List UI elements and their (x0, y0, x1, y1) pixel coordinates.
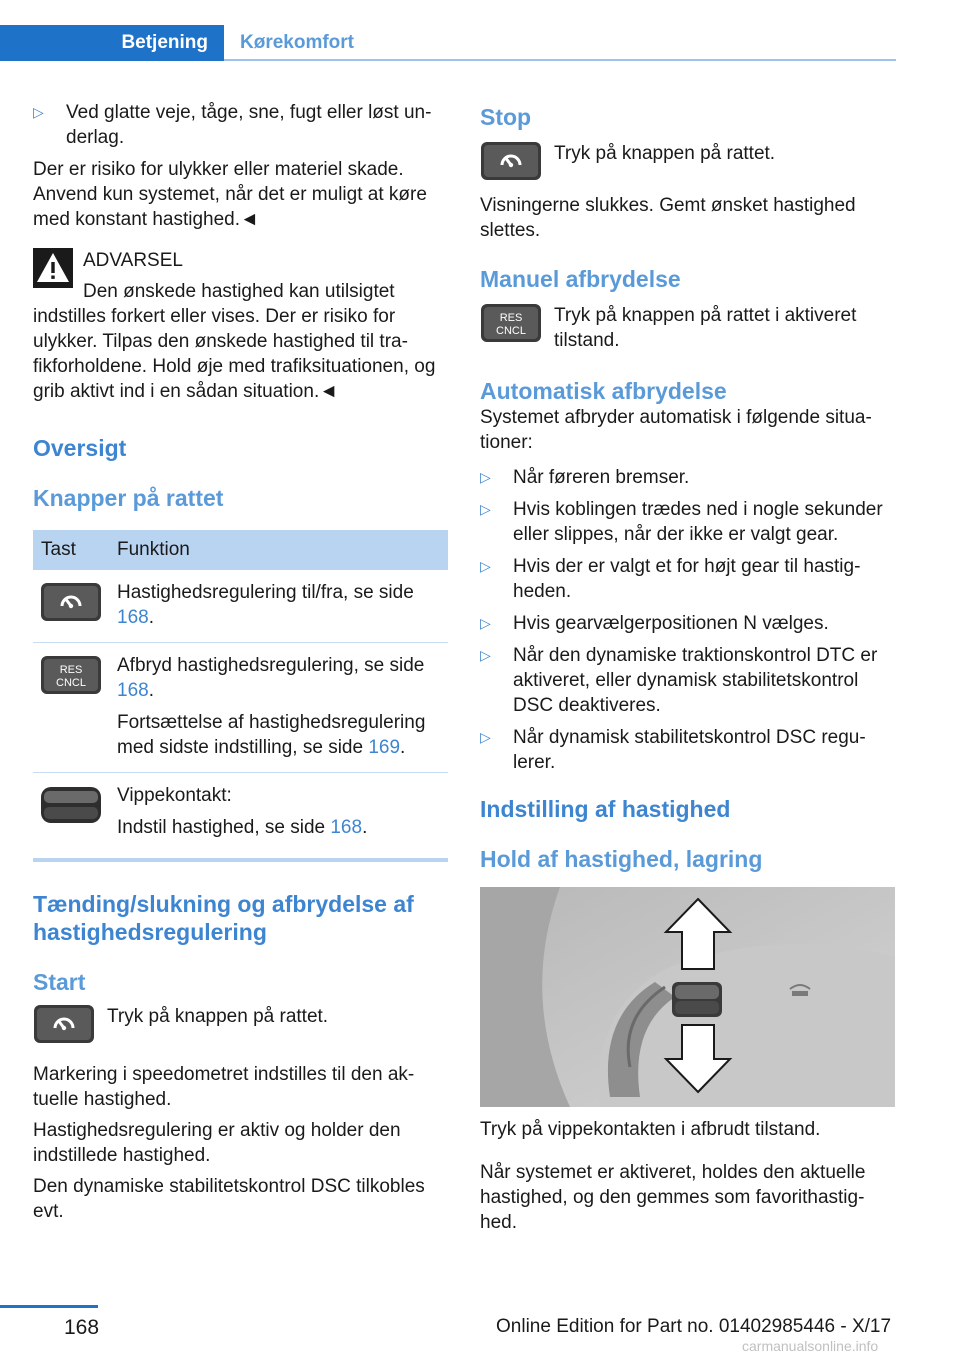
cncl-label: CNCL (496, 325, 526, 337)
paragraph: Markering i speedometret indstilles til den aktuelle hastighed. (33, 1064, 415, 1110)
triangle-bullet-icon: ▷ (480, 615, 491, 631)
warning-box (33, 248, 448, 404)
paragraph: Visningerne slukkes. Gemt ønsket hastighed slettes. (480, 195, 856, 241)
manuel-text: Tryk på knappen på rattet i aktiveret tilstand. (554, 305, 857, 351)
table-end-rule (33, 858, 448, 862)
res-label: RES (499, 312, 523, 324)
list-item-text: Hvis gearvælgerpositionen N vælges. (513, 613, 829, 634)
page-number: 168 (64, 1316, 100, 1339)
res-cncl-button-icon (480, 303, 542, 343)
start-text: Tryk på knappen på rattet. (107, 1006, 329, 1027)
res-label: RES (59, 664, 83, 676)
right-column (480, 100, 895, 1235)
list-item (480, 554, 895, 604)
row3-text: Indstil hastighed, se side (117, 817, 331, 838)
heading-stop: Stop (480, 104, 532, 130)
triangle-bullet-icon: ▷ (480, 558, 491, 574)
cruise-control-button-icon (480, 141, 542, 181)
row1-text: Hastighedsregulering til/fra, se side (117, 582, 414, 603)
left-column (33, 100, 448, 1224)
punct: . (148, 607, 154, 628)
list-item (480, 643, 895, 718)
heading-taending: Tænding/slukning og afbrydelse af hastighedsregulering (33, 891, 414, 945)
table-header-row (33, 530, 448, 570)
triangle-bullet-icon: ▷ (480, 729, 491, 745)
paragraph: Den dynamiske stabilitetskontrol DSC tilkobles evt. (33, 1176, 425, 1222)
stop-text: Tryk på knappen på rattet. (554, 143, 776, 164)
photo-caption: Tryk på vippekontakten i afbrudt tilstand. (480, 1119, 821, 1140)
start-instruction (33, 1004, 448, 1044)
watermark: carmanualsonline.info (742, 1338, 879, 1354)
manuel-instruction (480, 303, 895, 353)
heading-manuel: Manuel afbrydelse (480, 266, 681, 292)
page-link-168[interactable]: 168 (330, 817, 363, 838)
list-item (480, 497, 895, 547)
auto-list (480, 465, 895, 775)
cruise-control-button-icon (33, 1004, 95, 1044)
warning-text: indstilles forkert eller vises. Der er risiko for ulykker. Tilpas den ønskede hastighed til trafikforholdene. Hold øje med trafiksituationen, og grib aktivt ind i en sådan situation.◄ (33, 306, 436, 402)
row3-line1: Vippekontakt: (117, 785, 232, 806)
list-item (480, 725, 895, 775)
list-item (480, 611, 895, 636)
list-item (33, 100, 448, 150)
punct: . (362, 817, 368, 838)
tab-koerekomfort[interactable]: Kørekomfort (240, 32, 355, 53)
rocker-switch-icon (40, 785, 102, 825)
stop-instruction (480, 141, 895, 181)
risk-paragraph: Der er risiko for ulykker eller materiel skade. Anvend kun systemet, når det er muligt at køre med konstant hastighed.◄ (33, 159, 427, 230)
heading-automatisk: Automatisk afbrydelse (480, 378, 727, 404)
heading-oversigt: Oversigt (33, 435, 127, 461)
heading-start: Start (33, 969, 86, 995)
list-item-text: Når den dynamiske traktionskontrol DTC er aktiveret, eller dynamisk stabilitetskontrol DSC deaktiveres. (513, 645, 878, 716)
row2-text2: Fortsættelse af hastighedsregulering med sidste indstilling, se side (117, 712, 426, 758)
list-item-text: Når dynamisk stabilitetskontrol DSC regulerer. (513, 727, 866, 773)
buttons-table (33, 530, 448, 852)
condition-list (33, 100, 448, 150)
row2-text1: Afbryd hastighedsregulering, se side (117, 655, 425, 676)
column-header-tast: Tast (41, 539, 76, 560)
paragraph: Hastighedsregulering er aktiv og holder den indstillede hastighed. (33, 1120, 401, 1166)
list-item (480, 465, 895, 490)
list-item-text: Hvis koblingen trædes ned i nogle sekunder eller slippes, når der ikke er valgt gear. (513, 499, 883, 545)
column-header-funktion: Funktion (117, 539, 190, 560)
list-item-text: Hvis der er valgt et for højt gear til hastigheden. (513, 556, 861, 602)
auto-intro: Systemet afbryder automatisk i følgende situationer: (480, 407, 872, 453)
table-row (33, 570, 448, 643)
footer-rule (0, 1305, 98, 1308)
steering-wheel-rocker-photo (480, 887, 895, 1107)
warning-triangle-icon (33, 248, 73, 288)
triangle-bullet-icon: ▷ (33, 104, 44, 120)
cruise-control-button-icon (40, 582, 102, 622)
tab-betjening[interactable]: Betjening (0, 25, 224, 61)
triangle-bullet-icon: ▷ (480, 501, 491, 517)
warning-first-line: Den ønskede hastighed kan utilsigtet (83, 281, 395, 302)
punct: . (400, 737, 406, 758)
table-row (33, 643, 448, 773)
page-link-168[interactable]: 168 (117, 680, 149, 701)
triangle-bullet-icon: ▷ (480, 469, 491, 485)
page-link-168[interactable]: 168 (117, 607, 149, 628)
heading-hold: Hold af hastighed, lagring (480, 846, 763, 872)
table-row (33, 773, 448, 853)
page-link-169[interactable]: 169 (368, 737, 401, 758)
triangle-bullet-icon: ▷ (480, 647, 491, 663)
punct: . (148, 680, 154, 701)
list-item-text: Ved glatte veje, tåge, sne, fugt eller løst underlag. (66, 102, 432, 148)
list-item-text: Når føreren bremser. (513, 467, 690, 488)
warning-title: ADVARSEL (83, 250, 183, 271)
section-tabs (0, 25, 896, 61)
paragraph: Når systemet er aktiveret, holdes den aktuelle hastighed, og den gemmes som favorithastighed. (480, 1162, 866, 1233)
edition-info: Online Edition for Part no. 01402985446 - X/17 (496, 1316, 892, 1337)
heading-knapper: Knapper på rattet (33, 485, 224, 511)
cncl-label: CNCL (56, 677, 86, 689)
res-cncl-button-icon (40, 655, 102, 695)
heading-indstilling: Indstilling af hastighed (480, 796, 731, 822)
